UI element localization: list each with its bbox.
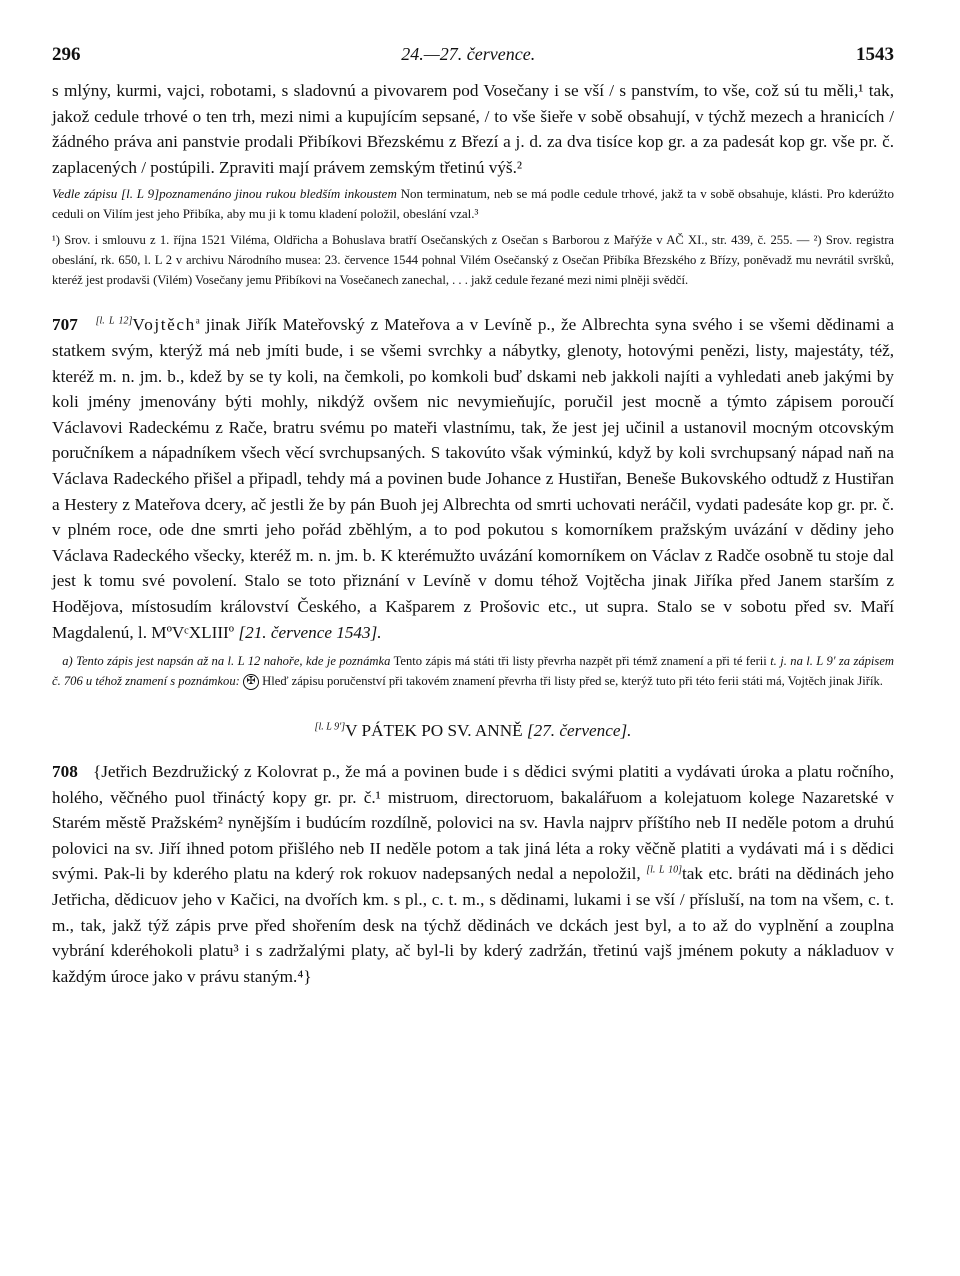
footnote-707-text1: Tento zápis má státi tři listy převrha nazpět při témž znamení a při té ferii: [393, 654, 767, 669]
footnote-707-text2: Hleď zápisu poručenství při takovém znamení převrha tři listy před se, kterýž tuto při této ferii státi má, Vojtěch jinak Jiřík.: [262, 674, 883, 689]
footnote-707: [52, 651, 894, 691]
note-italic-lead: Vedle zápisu: [52, 186, 118, 202]
entry-706-note: [52, 184, 894, 224]
entry-707-sup: a: [195, 315, 200, 326]
section-heading-ref: [l. L 9']: [314, 721, 346, 733]
entry-707-name: Vojtěch: [132, 315, 196, 335]
document-page: [52, 44, 894, 989]
footnote-707-lead: a): [62, 654, 73, 669]
entry-number-707: 707: [52, 315, 78, 335]
page-header: [52, 44, 894, 78]
entry-708-text: {Jetřich Bezdružický z Kolovrat p., že má a povinen bude i s dědici svými platiti a vydávati úroka a platu ročního, holého, věčného puol třináctý kopy gr. pr. č.¹ mistruom, directoruom, bakalářuom a kolejatuom kolege Nazaretské v Starém městě Pražském² nynějším i budúcím rozdílně, polovici na sv. Havla najprv příštího neb II neděle potom a druhú polovici na sv. Jiří ihned potom přišlého neb II neděle potom a tak jiná léta a roky věčně platiti a vydávati má i s dědici svými. Pak-li by kderého platu na kderý rok rokuov nadepsaných nedal a nepoložil,: [52, 762, 895, 884]
note-italic-desc: poznamenáno jinou rukou bledším inkoustem: [159, 186, 397, 202]
cross-symbol-icon: ✠: [243, 674, 259, 690]
note-ref: [l. L 9]: [121, 186, 160, 202]
entry-707-date: [21. července 1543].: [238, 622, 382, 642]
year: 1543: [855, 44, 894, 65]
entry-708-ref: [l. L 10]: [646, 864, 682, 876]
footnote-707-italic2: t. j. na l. L 9' za zápisem č. 706 u téhož znamení s poznámkou:: [52, 654, 895, 689]
entry-707-text-start: jinak Jiřík Mateřovský z Mateřova a v Levíně p., že Albrechta: [199, 315, 649, 335]
section-heading-title: V PÁTEK PO SV. ANNĚ: [345, 721, 523, 741]
entry-708: [52, 759, 894, 989]
entry-number-708: 708: [52, 762, 78, 782]
entry-707-text: syna svého i se všemi dědinami a statkem svým, kterýž má neb jmíti bude, i se všemi svrchky a nábytky, glenoty, hotovými penězi, listy, majestáty, též, kteréž m. n. jm. b., kdež by se ty koli, na čemkoli, po komkoli buď dskami neb jakkoli najíti a vyhledati aneb jakými by koli jmény jmenovány býti mohly, nikdýž ovšem nic nevymieňujíc, poručil jest mocně a týmto zápisem poroučí Václavovi Radeckému z Rače, bratru svému po mateři vlastnímu, tak, že jest jej učinil a ustanovil mocným otcovským poručníkem a nápadníkem všech věcí svrchupsaných. S takovúto však výminkú, když by koli svrchupsaný nápad naň na Václava Radeckého přišel a připadl, tehdy má a povinen bude Johance z Hustiřan, Beneše Bukovského odtudž z Hustiřan a Hestery z Mateřova dcery, ač jestli že by pán Buoh jej Albrechta od smrti uchovati neráčil, vydati padesáte kop gr. pr. č. v plném roce, ode dne smrti jeho pořád zběhlým, a to pod pokutou s komorníkem pražským uvázání v dědiny jeho Václava Radeckého všecky, kteréž m. n. jm. b. K kterémužto uvázání komorníkem on Václav z Radče osobně tu stoje dal jest k tomu své povolení. Stalo se toto přiznání v Levíně v domu téhož Vojtěcha jinak Jiříka před Janem starším z Hodějova, místosudím království Českého, a Kašparem z Prošovic etc., ut supra. Stalo se v sobotu před sv. Maří Magdalenú, l. MºVᶜXLIIIº: [52, 315, 894, 642]
section-heading-date: [27. července].: [526, 721, 632, 741]
entry-706-continuation: s mlýny, kurmi, vajci, robotami, s sladovnú a pivovarem pod Vosečany i se vší / s panstvím, to vše, což sú tu měli,¹ tak, jakož cedule trhové o ten trh, mezi nimi a kupujícím sepsané, / to vše šieře v sobě obsahují, v týchž mezech a hranicích / žádného práva ani panstvie prodali Přibíkovi Březskému z Březí a j. d. za dva tisíce kop gr. a za padesát kop gr. vše pr. č. zaplacených / postúpili. Zpraviti mají právem zemským třetinú výš.²: [52, 81, 894, 177]
running-title: 24.—27. července.: [401, 44, 536, 64]
section-heading: [52, 721, 894, 741]
note-text: Non terminatum, neb se má podle cedule trhové, jakž ta v sobě obsahuje, klásti. Pro kderúžto ceduli on Vilím jest jeho Přibíka, aby mu ji k tomu kladení položil, obeslání vzal.³: [52, 186, 895, 222]
entry-707-ref: [l. L 12]: [95, 315, 133, 327]
entry-708-text2: tak etc. bráti na dědinách jeho Jetřicha, dědicuov jeho v Kačici, na dvořích km. s pl., c. t. m., s dědinami, lukami i se vší / přísluší, na tom na všem, c. t. m., tak, jakž týž zápis prve před shořením desk na týchž dědinách ve dckách jest byl, a to až do vyplnění a zouplna vybrání kderéhokoli platu³ i s zadržalými platy, ač byl-li by kderý zadržán, třetinú vajš jménem pokuty a nákladuov v každým úroce jako v právu staným.⁴}: [52, 864, 894, 986]
entry-707: [52, 312, 894, 645]
footnotes-706: ¹) Srov. i smlouvu z 1. října 1521 Viléma, Oldřicha a Bohuslava bratří Osečanských z Osečan s Barborou z Mařýže v AČ XI., str. 439, č. 255. — ²) Srov. registra obeslání, rk. 650, l. L 2 v archivu Národního musea: 23. července 1544 pohnal Vilém Osečanský z Osečan Přibíka Březského z Břízy, poněvadž mu nevrátil svršků, kteréž jest prodavši (Vilém) Vosečany jemu Přibíkovi na Vosečanech zanechal, . . . jakž cedule řezané mezi nimi plněji svědčí.: [52, 233, 894, 288]
footnote-707-italic1: Tento zápis jest napsán až na l. L 12 nahoře, kde je poznámka: [76, 654, 391, 669]
page-number: 296: [52, 44, 81, 65]
